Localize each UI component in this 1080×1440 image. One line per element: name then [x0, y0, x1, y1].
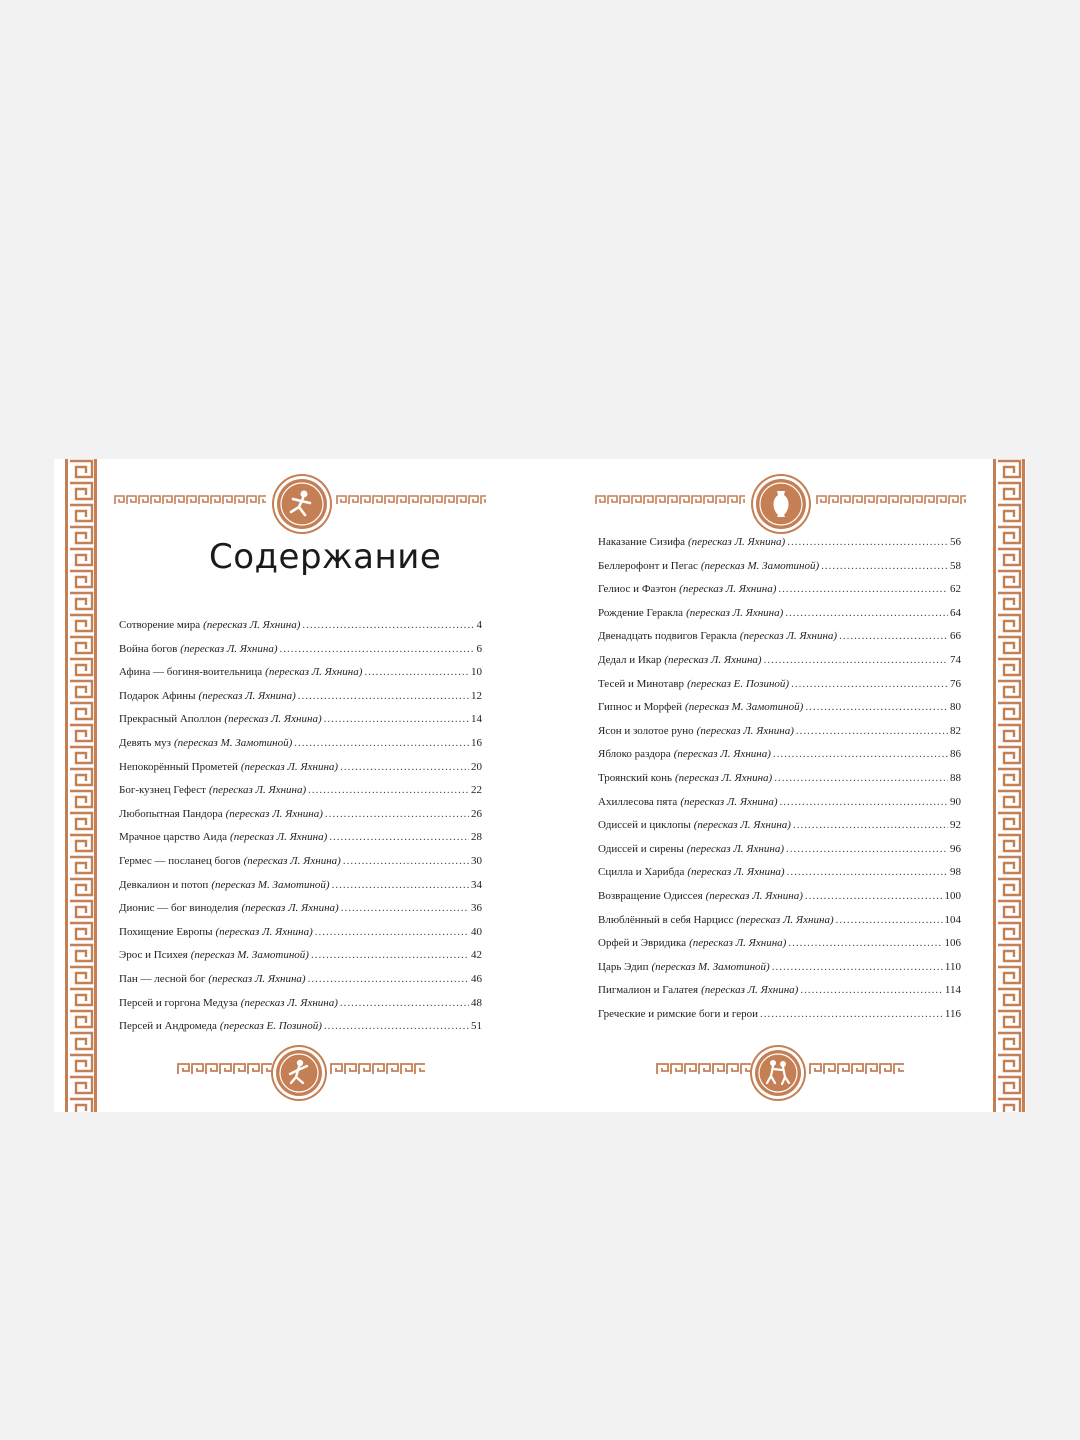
toc-entry-page: 92: [950, 819, 961, 832]
toc-entry[interactable]: [119, 949, 482, 973]
toc-entry-title: Греческие и римские боги и герои: [598, 1007, 758, 1020]
toc-entry-title: Возвращение Одиссея: [598, 889, 703, 902]
toc-entry-page: 80: [950, 701, 961, 714]
toc-entry-page: 4: [476, 619, 482, 631]
toc-entry-author: (пересказ Л. Яхнина): [680, 795, 778, 808]
toc-entry-author: (пересказ Е. Позиной): [219, 1020, 322, 1033]
toc-entry-title: Девять муз: [119, 736, 172, 749]
toc-dot-leader: [839, 630, 948, 642]
toc-dot-leader: [324, 713, 469, 725]
toc-entry[interactable]: [598, 796, 961, 820]
toc-entry-page: 12: [471, 689, 482, 702]
toc-entry-page: 34: [471, 878, 482, 891]
bottom-right-key-strip-2: [809, 1063, 904, 1075]
toc-dot-leader: [800, 984, 943, 996]
toc-entry-author: (пересказ Л. Яхнина): [208, 972, 306, 985]
toc-entry-title: Наказание Сизифа: [598, 536, 685, 548]
toc-dot-leader: [772, 961, 943, 973]
toc-entry-title: Бог-кузнец Гефест: [119, 784, 206, 797]
toc-dot-leader: [325, 808, 469, 820]
toc-entry-title: Сотворение мира: [119, 619, 201, 631]
top-right-key-strip: [595, 495, 745, 505]
toc-dot-leader: [308, 973, 469, 985]
toc-entry-title: Эрос и Психея: [119, 949, 188, 962]
toc-entry[interactable]: [119, 973, 482, 997]
toc-entry-page: 26: [471, 807, 482, 820]
toc-entry[interactable]: [598, 843, 961, 867]
toc-entry-page: 86: [950, 748, 961, 761]
toc-entry[interactable]: [119, 855, 482, 879]
toc-entry-page: 51: [471, 1020, 482, 1033]
toc-entry-title: Война богов: [119, 642, 178, 655]
book-spread: [54, 459, 1026, 1112]
toc-dot-leader: [786, 843, 948, 855]
toc-entry-title: Троянский конь: [598, 771, 672, 784]
toc-entry-author: (пересказ Л. Яхнина): [215, 925, 313, 938]
toc-entry[interactable]: [119, 902, 482, 926]
top-right-key-strip-2: [816, 495, 966, 505]
toc-entry[interactable]: [598, 630, 961, 654]
toc-entry-author: (пересказ М. Замотиной): [685, 701, 804, 714]
toc-entry[interactable]: [598, 984, 961, 1008]
toc-dot-leader: [805, 890, 943, 902]
toc-entry-title: Похищение Европы: [119, 925, 213, 938]
toc-entry-author: (пересказ Л. Яхнина): [243, 854, 341, 867]
toc-entry-author: (пересказ Л. Яхнина): [265, 666, 363, 679]
toc-entry-title: Дедал и Икар: [598, 653, 662, 666]
toc-entry[interactable]: [598, 701, 961, 725]
toc-entry[interactable]: [598, 748, 961, 772]
toc-entry-author: (пересказ Л. Яхнина): [686, 842, 784, 855]
toc-entry-title: Ясон и золотое руно: [598, 724, 694, 737]
toc-entry[interactable]: [598, 560, 961, 584]
toc-entry-author: (пересказ Л. Яхнина): [705, 889, 803, 902]
top-left-key-strip: [114, 495, 266, 505]
toc-entry-title: Орфей и Эвридика: [598, 937, 687, 950]
toc-entry-author: (пересказ М. Замотиной): [700, 559, 820, 572]
toc-dot-leader: [821, 560, 948, 572]
toc-entry-title: Пан — лесной бог: [119, 972, 206, 985]
toc-entry[interactable]: [119, 831, 482, 855]
toc-entry[interactable]: [598, 819, 961, 843]
toc-entry[interactable]: [598, 678, 961, 702]
toc-dot-leader: [341, 902, 469, 914]
toc-entry[interactable]: [598, 937, 961, 961]
toc-entry-author: (пересказ Л. Яхнина): [208, 784, 307, 797]
toc-entry-title: Прекрасный Аполлон: [119, 713, 222, 726]
toc-dot-leader: [788, 937, 942, 949]
toc-dot-leader: [805, 701, 948, 713]
toc-entry-title: Любопытная Пандора: [119, 807, 223, 820]
toc-dot-leader: [785, 607, 948, 619]
toc-entry-author: (пересказ М. Замотиной): [211, 878, 330, 891]
toc-entry-page: 16: [471, 736, 482, 749]
top-left-key-strip-2: [336, 495, 486, 505]
running-figure-icon: [277, 479, 327, 529]
toc-dot-leader: [774, 772, 948, 784]
toc-dot-leader: [298, 690, 469, 702]
toc-dot-leader: [311, 949, 469, 961]
toc-dot-leader: [324, 1020, 469, 1032]
left-greek-key-border: [64, 459, 98, 1112]
toc-entry[interactable]: [598, 607, 961, 631]
toc-dot-leader: [332, 879, 469, 891]
toc-entry-page: 58: [950, 559, 961, 572]
toc-entry[interactable]: [598, 866, 961, 890]
toc-entry-author: (пересказ Л. Яхнина): [701, 984, 799, 997]
toc-entry[interactable]: [598, 1008, 961, 1032]
toc-dot-leader: [340, 997, 469, 1009]
toc-dot-leader: [294, 737, 469, 749]
bottom-left-key-strip: [177, 1063, 272, 1075]
toc-entry-title: Персей и Андромеда: [119, 1020, 217, 1033]
toc-entry-title: Ахиллесова пята: [598, 795, 678, 808]
toc-entry[interactable]: [598, 654, 961, 678]
toc-dot-leader: [315, 926, 469, 938]
bottom-left-key-strip-2: [330, 1063, 425, 1075]
toc-entry-page: 62: [950, 583, 961, 596]
toc-entry[interactable]: [119, 1020, 482, 1044]
toc-entry[interactable]: [598, 725, 961, 749]
toc-left-list: [119, 619, 482, 1044]
toc-entry-title: Гермес — посланец богов: [119, 854, 241, 867]
toc-entry-title: Двенадцать подвигов Геракла: [598, 630, 737, 643]
toc-dot-leader: [302, 619, 474, 631]
toc-entry-page: 114: [944, 984, 961, 997]
vase-icon: [756, 479, 806, 529]
toc-entry-author: (пересказ Л. Яхнина): [180, 642, 278, 655]
toc-entry-author: (пересказ Л. Яхнина): [224, 713, 322, 726]
toc-dot-leader: [787, 866, 948, 878]
warrior-icon: [276, 1050, 322, 1096]
toc-entry-title: Подарок Афины: [119, 689, 196, 702]
toc-entry[interactable]: [119, 926, 482, 950]
toc-entry-page: 82: [950, 724, 961, 737]
toc-entry-author: (пересказ Е. Позиной): [687, 677, 790, 690]
toc-entry-author: (пересказ Л. Яхнина): [230, 831, 328, 844]
toc-entry-page: 42: [471, 949, 482, 962]
toc-entry-page: 30: [471, 854, 482, 867]
toc-entry-title: Гипнос и Морфей: [598, 701, 683, 714]
toc-dot-leader: [308, 784, 469, 796]
toc-entry[interactable]: [119, 879, 482, 903]
toc-entry-author: (пересказ М. Замотиной): [174, 736, 293, 749]
toc-entry[interactable]: [119, 713, 482, 737]
toc-entry-page: 100: [944, 889, 961, 902]
toc-entry-author: (пересказ Л. Яхнина): [689, 937, 787, 950]
toc-entry-page: 96: [950, 842, 961, 855]
toc-entry-page: 74: [950, 653, 961, 666]
toc-entry-page: 28: [471, 831, 482, 844]
toc-entry-title: Одиссей и сирены: [598, 842, 684, 855]
bottom-right-key-strip: [656, 1063, 751, 1075]
toc-entry-title: Афина — богиня-воительница: [119, 666, 263, 679]
toc-entry-page: 98: [950, 866, 961, 879]
toc-entry-title: Царь Эдип: [598, 960, 649, 973]
toc-entry[interactable]: [598, 961, 961, 985]
toc-entry-page: 20: [471, 760, 482, 773]
toc-dot-leader: [787, 536, 948, 548]
toc-entry-title: Влюблённый в себя Нарцисс: [598, 913, 734, 926]
toc-entry-page: 40: [471, 925, 482, 938]
toc-entry[interactable]: [598, 583, 961, 607]
toc-entry-title: Мрачное царство Аида: [119, 831, 228, 844]
toc-entry-title: Дионис — бог виноделия: [119, 902, 239, 915]
toc-dot-leader: [364, 666, 469, 678]
toc-entry-author: (пересказ Л. Яхнина): [736, 913, 834, 926]
toc-dot-leader: [280, 643, 475, 655]
toc-entry-page: 46: [471, 972, 482, 985]
toc-entry-page: 106: [944, 937, 961, 950]
toc-entry[interactable]: [119, 808, 482, 832]
toc-entry-page: 10: [471, 666, 482, 679]
toc-entry-page: 56: [950, 536, 961, 548]
toc-entry-page: 116: [944, 1007, 961, 1020]
dancing-figures-icon: [755, 1050, 801, 1096]
toc-entry-author: (пересказ Л. Яхнина): [673, 748, 771, 761]
toc-right-list: [598, 536, 961, 1031]
toc-entry-author: (пересказ Л. Яхнина): [739, 630, 838, 643]
toc-entry-page: 110: [944, 960, 961, 973]
toc-entry-author: (пересказ Л. Яхнина): [674, 771, 773, 784]
toc-entry[interactable]: [119, 619, 482, 643]
toc-entry-author: (пересказ М. Замотиной): [190, 949, 309, 962]
right-greek-key-border: [992, 459, 1026, 1112]
toc-dot-leader: [796, 725, 948, 737]
toc-entry[interactable]: [119, 761, 482, 785]
toc-entry-title: Непокорённый Прометей: [119, 760, 238, 773]
toc-entry-title: Яблоко раздора: [598, 748, 671, 761]
toc-entry-page: 48: [471, 996, 482, 1009]
toc-entry-page: 88: [950, 771, 961, 784]
toc-entry-page: 64: [950, 606, 961, 619]
toc-entry[interactable]: [598, 914, 961, 938]
toc-entry-author: (пересказ Л. Яхнина): [241, 902, 339, 915]
toc-entry-author: (пересказ Л. Яхнина): [664, 653, 762, 666]
toc-entry-title: Тесей и Минотавр: [598, 677, 685, 690]
toc-entry[interactable]: [119, 784, 482, 808]
toc-dot-leader: [791, 678, 948, 690]
toc-entry-page: 90: [950, 795, 961, 808]
toc-entry[interactable]: [119, 737, 482, 761]
toc-entry-page: 22: [471, 784, 482, 797]
toc-entry[interactable]: [598, 772, 961, 796]
toc-entry-title: Девкалион и потоп: [119, 878, 209, 891]
toc-entry[interactable]: [119, 997, 482, 1021]
toc-entry-author: (пересказ М. Замотиной): [651, 960, 770, 973]
toc-entry-author: (пересказ Л. Яхнина): [696, 724, 794, 737]
toc-entry-author: (пересказ Л. Яхнина): [225, 807, 323, 820]
toc-entry-title: Рождение Геракла: [598, 606, 684, 619]
toc-entry-page: 36: [471, 902, 482, 915]
toc-entry[interactable]: [598, 890, 961, 914]
toc-dot-leader: [780, 796, 948, 808]
toc-entry-page: 104: [944, 913, 961, 926]
toc-entry-page: 6: [476, 642, 482, 655]
toc-entry-author: (пересказ Л. Яхнина): [687, 866, 785, 879]
toc-entry-page: 66: [950, 630, 961, 643]
toc-entry-author: (пересказ Л. Яхнина): [686, 606, 784, 619]
toc-dot-leader: [340, 761, 469, 773]
toc-dot-leader: [329, 831, 469, 843]
toc-entry-title: Одиссей и циклопы: [598, 819, 691, 832]
toc-entry-title: Персей и горгона Медуза: [119, 996, 238, 1009]
toc-dot-leader: [764, 654, 948, 666]
page-title: Содержание: [209, 537, 442, 577]
toc-entry[interactable]: [119, 690, 482, 714]
toc-dot-leader: [773, 748, 948, 760]
toc-dot-leader: [343, 855, 469, 867]
toc-entry[interactable]: [119, 666, 482, 690]
toc-entry-author: (пересказ Л. Яхнина): [693, 819, 791, 832]
toc-dot-leader: [760, 1008, 943, 1020]
toc-entry-author: (пересказ Л. Яхнина): [203, 619, 301, 631]
toc-dot-leader: [836, 914, 943, 926]
toc-entry-title: Пигмалион и Галатея: [598, 984, 699, 997]
toc-entry-page: 14: [471, 713, 482, 726]
toc-entry-title: Беллерофонт и Пегас: [598, 559, 698, 572]
toc-dot-leader: [793, 819, 948, 831]
toc-dot-leader: [778, 583, 948, 595]
toc-entry-author: (пересказ Л. Яхнина): [240, 996, 338, 1009]
toc-entry[interactable]: [598, 536, 961, 560]
toc-entry-author: (пересказ Л. Яхнина): [240, 760, 339, 773]
toc-entry-title: Гелиос и Фаэтон: [598, 583, 677, 596]
toc-entry-author: (пересказ Л. Яхнина): [688, 536, 786, 548]
toc-entry-author: (пересказ Л. Яхнина): [198, 689, 296, 702]
toc-entry-page: 76: [950, 677, 961, 690]
toc-entry[interactable]: [119, 643, 482, 667]
toc-entry-title: Сцилла и Харибда: [598, 866, 685, 879]
toc-entry-author: (пересказ Л. Яхнина): [679, 583, 777, 596]
